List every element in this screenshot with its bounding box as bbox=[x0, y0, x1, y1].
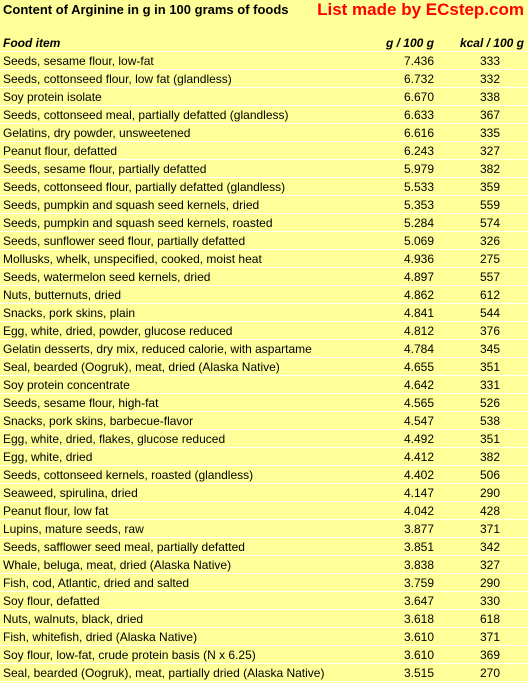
grams-cell: 6.243 bbox=[354, 143, 438, 160]
table-row bbox=[0, 251, 528, 268]
table-row bbox=[0, 143, 528, 160]
grams-cell: 4.897 bbox=[354, 269, 438, 286]
grams-cell: 5.353 bbox=[354, 197, 438, 214]
kcal-cell: 326 bbox=[438, 233, 528, 250]
grams-cell: 5.533 bbox=[354, 179, 438, 196]
grams-cell: 4.936 bbox=[354, 251, 438, 268]
grams-cell: 6.670 bbox=[354, 89, 438, 106]
table-row bbox=[0, 521, 528, 538]
table-row bbox=[0, 89, 528, 106]
kcal-cell: 327 bbox=[438, 557, 528, 574]
kcal-cell: 345 bbox=[438, 341, 528, 358]
kcal-cell: 331 bbox=[438, 377, 528, 394]
kcal-cell: 371 bbox=[438, 629, 528, 646]
grams-cell: 4.412 bbox=[354, 449, 438, 466]
food-name-cell: Mollusks, whelk, unspecified, cooked, moist heat bbox=[0, 251, 354, 268]
table-row bbox=[0, 161, 528, 178]
kcal-cell: 290 bbox=[438, 575, 528, 592]
grams-cell: 4.862 bbox=[354, 287, 438, 304]
table-row bbox=[0, 593, 528, 610]
kcal-cell: 338 bbox=[438, 89, 528, 106]
kcal-cell: 270 bbox=[438, 665, 528, 682]
food-name-cell: Gelatin desserts, dry mix, reduced calorie, with aspartame bbox=[0, 341, 354, 358]
table-row bbox=[0, 503, 528, 520]
kcal-cell: 351 bbox=[438, 359, 528, 376]
food-name-cell: Lupins, mature seeds, raw bbox=[0, 521, 354, 538]
kcal-cell: 557 bbox=[438, 269, 528, 286]
grams-cell: 4.655 bbox=[354, 359, 438, 376]
table-row bbox=[0, 305, 528, 322]
food-table bbox=[0, 34, 528, 683]
food-name-cell: Seeds, sesame flour, high-fat bbox=[0, 395, 354, 412]
grams-cell: 4.812 bbox=[354, 323, 438, 340]
grams-cell: 4.402 bbox=[354, 467, 438, 484]
kcal-cell: 574 bbox=[438, 215, 528, 232]
table-row bbox=[0, 269, 528, 286]
kcal-cell: 526 bbox=[438, 395, 528, 412]
grams-cell: 4.841 bbox=[354, 305, 438, 322]
kcal-cell: 359 bbox=[438, 179, 528, 196]
grams-cell: 6.616 bbox=[354, 125, 438, 142]
food-name-cell: Peanut flour, low fat bbox=[0, 503, 354, 520]
kcal-cell: 369 bbox=[438, 647, 528, 664]
food-name-cell: Seeds, sesame flour, partially defatted bbox=[0, 161, 354, 178]
kcal-cell: 327 bbox=[438, 143, 528, 160]
grams-cell: 3.618 bbox=[354, 611, 438, 628]
grams-cell: 5.284 bbox=[354, 215, 438, 232]
table-row bbox=[0, 359, 528, 376]
column-header-food-item: Food item bbox=[0, 35, 354, 52]
food-name-cell: Seeds, sunflower seed flour, partially defatted bbox=[0, 233, 354, 250]
kcal-cell: 428 bbox=[438, 503, 528, 520]
kcal-cell: 290 bbox=[438, 485, 528, 502]
page-title: Content of Arginine in g in 100 grams of foods bbox=[3, 2, 289, 17]
table-row bbox=[0, 107, 528, 124]
table-body bbox=[0, 53, 528, 682]
grams-cell: 5.979 bbox=[354, 161, 438, 178]
table-row bbox=[0, 611, 528, 628]
table-row bbox=[0, 665, 528, 682]
food-name-cell: Seal, bearded (Oogruk), meat, dried (Alaska Native) bbox=[0, 359, 354, 376]
table-row bbox=[0, 467, 528, 484]
table-row bbox=[0, 485, 528, 502]
grams-cell: 4.642 bbox=[354, 377, 438, 394]
kcal-cell: 506 bbox=[438, 467, 528, 484]
column-header-grams: g / 100 g bbox=[354, 35, 438, 52]
table-row bbox=[0, 449, 528, 466]
table-row bbox=[0, 575, 528, 592]
food-name-cell: Seeds, sesame flour, low-fat bbox=[0, 53, 354, 70]
table-row bbox=[0, 125, 528, 142]
table-row bbox=[0, 287, 528, 304]
brand-label: List made by ECstep.com bbox=[317, 0, 524, 19]
food-name-cell: Seeds, safflower seed meal, partially defatted bbox=[0, 539, 354, 556]
food-name-cell: Soy flour, defatted bbox=[0, 593, 354, 610]
grams-cell: 3.610 bbox=[354, 647, 438, 664]
kcal-cell: 559 bbox=[438, 197, 528, 214]
grams-cell: 5.069 bbox=[354, 233, 438, 250]
grams-cell: 4.565 bbox=[354, 395, 438, 412]
table-row bbox=[0, 377, 528, 394]
kcal-cell: 275 bbox=[438, 251, 528, 268]
food-name-cell: Nuts, butternuts, dried bbox=[0, 287, 354, 304]
header bbox=[0, 0, 528, 32]
table-row bbox=[0, 53, 528, 70]
food-name-cell: Snacks, pork skins, barbecue-flavor bbox=[0, 413, 354, 430]
column-header-kcal: kcal / 100 g bbox=[438, 35, 528, 52]
table-row bbox=[0, 647, 528, 664]
food-name-cell: Fish, whitefish, dried (Alaska Native) bbox=[0, 629, 354, 646]
kcal-cell: 333 bbox=[438, 53, 528, 70]
food-name-cell: Seaweed, spirulina, dried bbox=[0, 485, 354, 502]
food-name-cell: Soy flour, low-fat, crude protein basis (N x 6.25) bbox=[0, 647, 354, 664]
grams-cell: 3.759 bbox=[354, 575, 438, 592]
food-name-cell: Seal, bearded (Oogruk), meat, partially dried (Alaska Native) bbox=[0, 665, 354, 682]
table-row bbox=[0, 557, 528, 574]
table-row bbox=[0, 395, 528, 412]
kcal-cell: 342 bbox=[438, 539, 528, 556]
kcal-cell: 367 bbox=[438, 107, 528, 124]
kcal-cell: 330 bbox=[438, 593, 528, 610]
grams-cell: 6.633 bbox=[354, 107, 438, 124]
food-name-cell: Seeds, pumpkin and squash seed kernels, dried bbox=[0, 197, 354, 214]
food-name-cell: Whale, beluga, meat, dried (Alaska Native) bbox=[0, 557, 354, 574]
food-name-cell: Egg, white, dried, flakes, glucose reduced bbox=[0, 431, 354, 448]
kcal-cell: 332 bbox=[438, 71, 528, 88]
food-name-cell: Egg, white, dried bbox=[0, 449, 354, 466]
table-row bbox=[0, 539, 528, 556]
food-name-cell: Soy protein concentrate bbox=[0, 377, 354, 394]
table-row bbox=[0, 431, 528, 448]
grams-cell: 7.436 bbox=[354, 53, 438, 70]
grams-cell: 3.877 bbox=[354, 521, 438, 538]
food-name-cell: Nuts, walnuts, black, dried bbox=[0, 611, 354, 628]
grams-cell: 3.610 bbox=[354, 629, 438, 646]
table-row bbox=[0, 179, 528, 196]
grams-cell: 6.732 bbox=[354, 71, 438, 88]
table-header-row bbox=[0, 35, 528, 52]
grams-cell: 3.838 bbox=[354, 557, 438, 574]
table-row bbox=[0, 629, 528, 646]
grams-cell: 3.851 bbox=[354, 539, 438, 556]
table-row bbox=[0, 215, 528, 232]
table-row bbox=[0, 341, 528, 358]
grams-cell: 4.492 bbox=[354, 431, 438, 448]
kcal-cell: 371 bbox=[438, 521, 528, 538]
kcal-cell: 544 bbox=[438, 305, 528, 322]
grams-cell: 4.042 bbox=[354, 503, 438, 520]
food-name-cell: Egg, white, dried, powder, glucose reduced bbox=[0, 323, 354, 340]
kcal-cell: 538 bbox=[438, 413, 528, 430]
food-name-cell: Seeds, cottonseed meal, partially defatted (glandless) bbox=[0, 107, 354, 124]
food-name-cell: Seeds, cottonseed flour, partially defatted (glandless) bbox=[0, 179, 354, 196]
food-name-cell: Peanut flour, defatted bbox=[0, 143, 354, 160]
kcal-cell: 335 bbox=[438, 125, 528, 142]
grams-cell: 4.784 bbox=[354, 341, 438, 358]
kcal-cell: 382 bbox=[438, 449, 528, 466]
table-row bbox=[0, 323, 528, 340]
grams-cell: 4.147 bbox=[354, 485, 438, 502]
kcal-cell: 382 bbox=[438, 161, 528, 178]
grams-cell: 4.547 bbox=[354, 413, 438, 430]
table-row bbox=[0, 197, 528, 214]
grams-cell: 3.647 bbox=[354, 593, 438, 610]
kcal-cell: 618 bbox=[438, 611, 528, 628]
grams-cell: 3.515 bbox=[354, 665, 438, 682]
kcal-cell: 351 bbox=[438, 431, 528, 448]
table-row bbox=[0, 233, 528, 250]
kcal-cell: 612 bbox=[438, 287, 528, 304]
food-name-cell: Soy protein isolate bbox=[0, 89, 354, 106]
food-name-cell: Seeds, watermelon seed kernels, dried bbox=[0, 269, 354, 286]
table-row bbox=[0, 71, 528, 88]
kcal-cell: 376 bbox=[438, 323, 528, 340]
food-name-cell: Seeds, cottonseed kernels, roasted (glandless) bbox=[0, 467, 354, 484]
food-name-cell: Gelatins, dry powder, unsweetened bbox=[0, 125, 354, 142]
food-name-cell: Seeds, cottonseed flour, low fat (glandless) bbox=[0, 71, 354, 88]
table-row bbox=[0, 413, 528, 430]
food-name-cell: Snacks, pork skins, plain bbox=[0, 305, 354, 322]
food-name-cell: Seeds, pumpkin and squash seed kernels, roasted bbox=[0, 215, 354, 232]
food-name-cell: Fish, cod, Atlantic, dried and salted bbox=[0, 575, 354, 592]
